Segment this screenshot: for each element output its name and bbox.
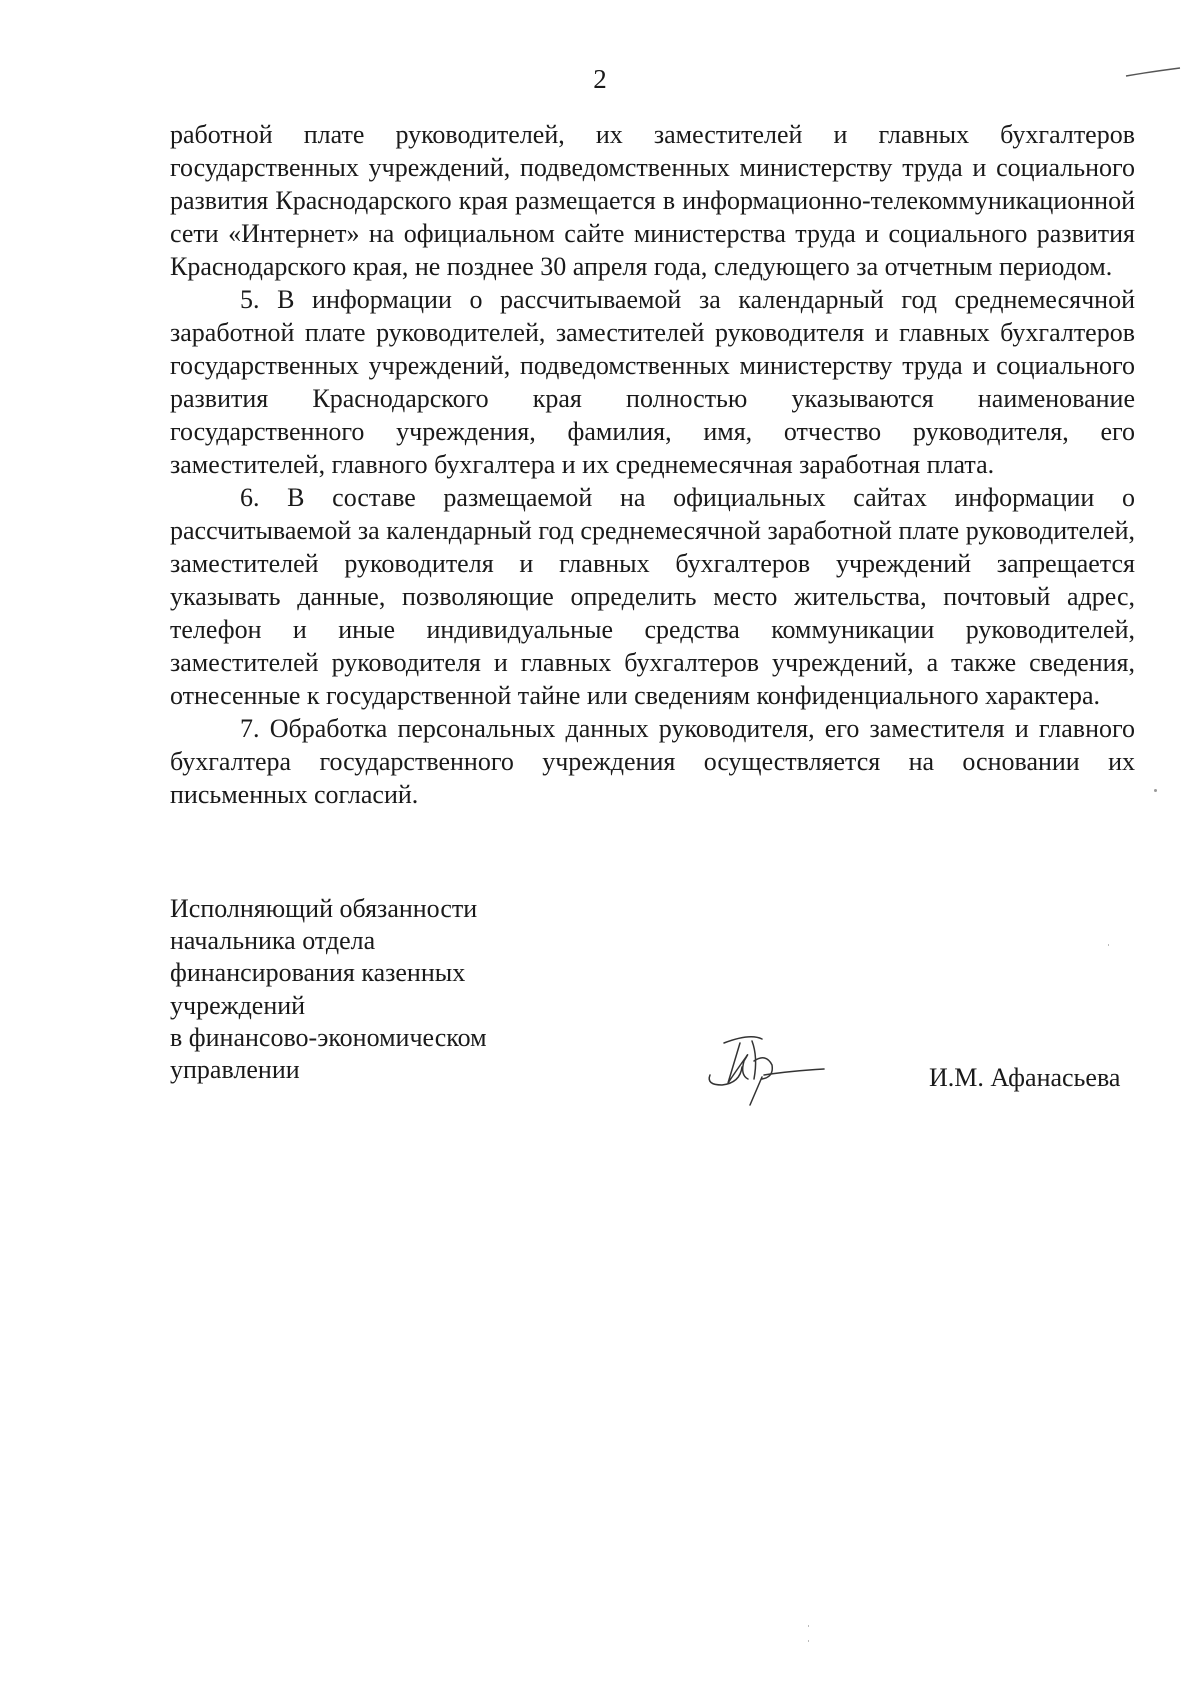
signatory-name: И.М. Афанасьева [929,1063,1121,1092]
position-line: управлении [170,1055,300,1085]
signatory-position [170,893,487,1086]
position-line: Исполняющий обязанности [170,894,478,923]
page-number: 2 [593,64,607,94]
scan-speck [808,1640,809,1642]
scan-speck [808,1625,809,1627]
position-line: учреждений [170,990,306,1020]
position-line: начальника отдела [170,926,376,956]
scan-edge-mark [1124,66,1184,80]
paragraph-5: 5. В информации о рассчитываемой за календарный год среднемесячной заработной плате руководителей, заместителей руководителя и главных бухгалтеров государственных учреждений, подведомственных министерству труда и социального развития Краснодарского края полностью указываются наименование государственного учреждения, фамилия, имя, отчество руководителя, его заместителей, главного бухгалтера и их среднемесячная заработная плата. [170,285,1135,480]
paragraph-7: 7. Обработка персональных данных руководителя, его заместителя и главного бухгалтера государственного учреждения осуществляется на основании их письменных согласий. [170,714,1135,810]
position-line: в финансово-экономическом [170,1022,487,1052]
scan-dot [1154,789,1157,792]
paragraph-6: 6. В составе размещаемой на официальных сайтах информации о рассчитываемой за календарный год среднемесячной заработной плате руководителей, заместителей руководителя и главных бухгалтеров учреждений запрещается указывать данные, позволяющие определить место жительства, почтовый адрес, телефон и иные индивидуальные средства коммуникации руководителей, заместителей руководителя и главных бухгалтеров учреждений, а также сведения, отнесенные к государственной тайне или сведениям конфиденциального характера. [170,483,1135,711]
position-line: финансирования казенных [170,958,466,988]
paragraph-continuation: работной плате руководителей, их заместителей и главных бухгалтеров государственных учреждений, подведомственных министерству труда и социального развития Краснодарского края размещается в информационно-телекоммуникационной сети «Интернет» на официальном сайте министерства труда и социального развития Краснодарского края, не позднее 30 апреля года, следующего за отчетным периодом. [170,120,1135,282]
document-body [170,118,1135,811]
handwritten-signature [700,1027,830,1107]
scan-speck [1108,944,1109,946]
